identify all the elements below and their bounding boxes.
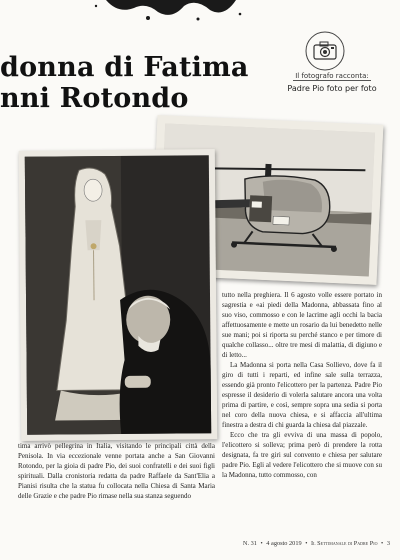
- footer-publication: Il Settimanale di Padre Pio: [311, 540, 378, 547]
- column-kicker: [282, 72, 382, 80]
- footer-issue: N. 31: [242, 540, 257, 547]
- camera-icon: [304, 30, 346, 72]
- madonna-statue-illustration: [19, 149, 218, 441]
- article-body-right-column: [222, 290, 382, 480]
- column-badge: [282, 30, 382, 96]
- article-title: [0, 52, 270, 114]
- page-number: 3: [386, 540, 390, 547]
- madonna-statue-photo: [19, 149, 218, 441]
- footer-separator: •: [381, 540, 384, 547]
- paragraph: La Madonna si porta nella Casa Sollievo, dove fa il giro di tutti i reparti, ed infine sale sulla terrazza, essendo già pronto l'elicottero per la partenza. Padre Pio espresse il desiderio di volerla salutare ancora una volta prima di partire, e così, sempre sopra una sedia si porta nel coro della nuova chiesa, e si affaccia all'ultima finestra a destra di chi guarda la chiesa dal piazzale.: [222, 361, 382, 429]
- article-title-line-1: donna di Fatima: [0, 52, 249, 83]
- article-title-line-2: nni Rotondo: [0, 83, 189, 114]
- page-footer: [200, 540, 390, 547]
- article-body-bottom-left: [18, 441, 215, 501]
- footer-separator: •: [260, 540, 263, 547]
- paragraph: tutto nella preghiera. Il 6 agosto volle essere portato in sagrestia e «ai piedi della Madonna, abbassata fino al suo viso, commosso e con le lacrime agli occhi la bacia affettuosamente e mette un rosario da lui benedetto nelle sue mani; poi si riporta su perché stanco e per timore di qualche collasso... oltre tre mesi di malattia, di digiuno e di letto...: [222, 291, 382, 359]
- footer-date: 4 agosto 2019: [266, 540, 302, 547]
- footer-separator: •: [305, 540, 308, 547]
- column-series-title: Padre Pio foto per foto: [287, 84, 377, 93]
- paragraph: tima arrivò pellegrina in Italia, visitando le principali città della Penisola. In via eccezionale venne portata anche a San Giovanni Rotondo, per la gioia di padre Pio, dei suoi confratelli e dei suoi figli spirituali. Dalla cronistoria redatta da padre Raffaele da Sant'Elia a Pianisi risulta che la statua fu collocata nella Chiesa di Santa Maria delle Grazie e che padre Pio rimase nella sua stanza seguendo: [18, 442, 215, 500]
- paragraph: Ecco che tra gli evviva di una massa di popolo, l'elicottero si solleva; prima però di prendere la rotta designata, fa tre giri sul convento e chiesa per salutare padre Pio. Egli al vedere l'elicottero che si muove con su la Madonna, tutto commosso, con: [222, 431, 382, 479]
- ink-splatter-decoration: [88, 0, 248, 22]
- column-kicker-text: Il fotografo racconta:: [295, 72, 369, 80]
